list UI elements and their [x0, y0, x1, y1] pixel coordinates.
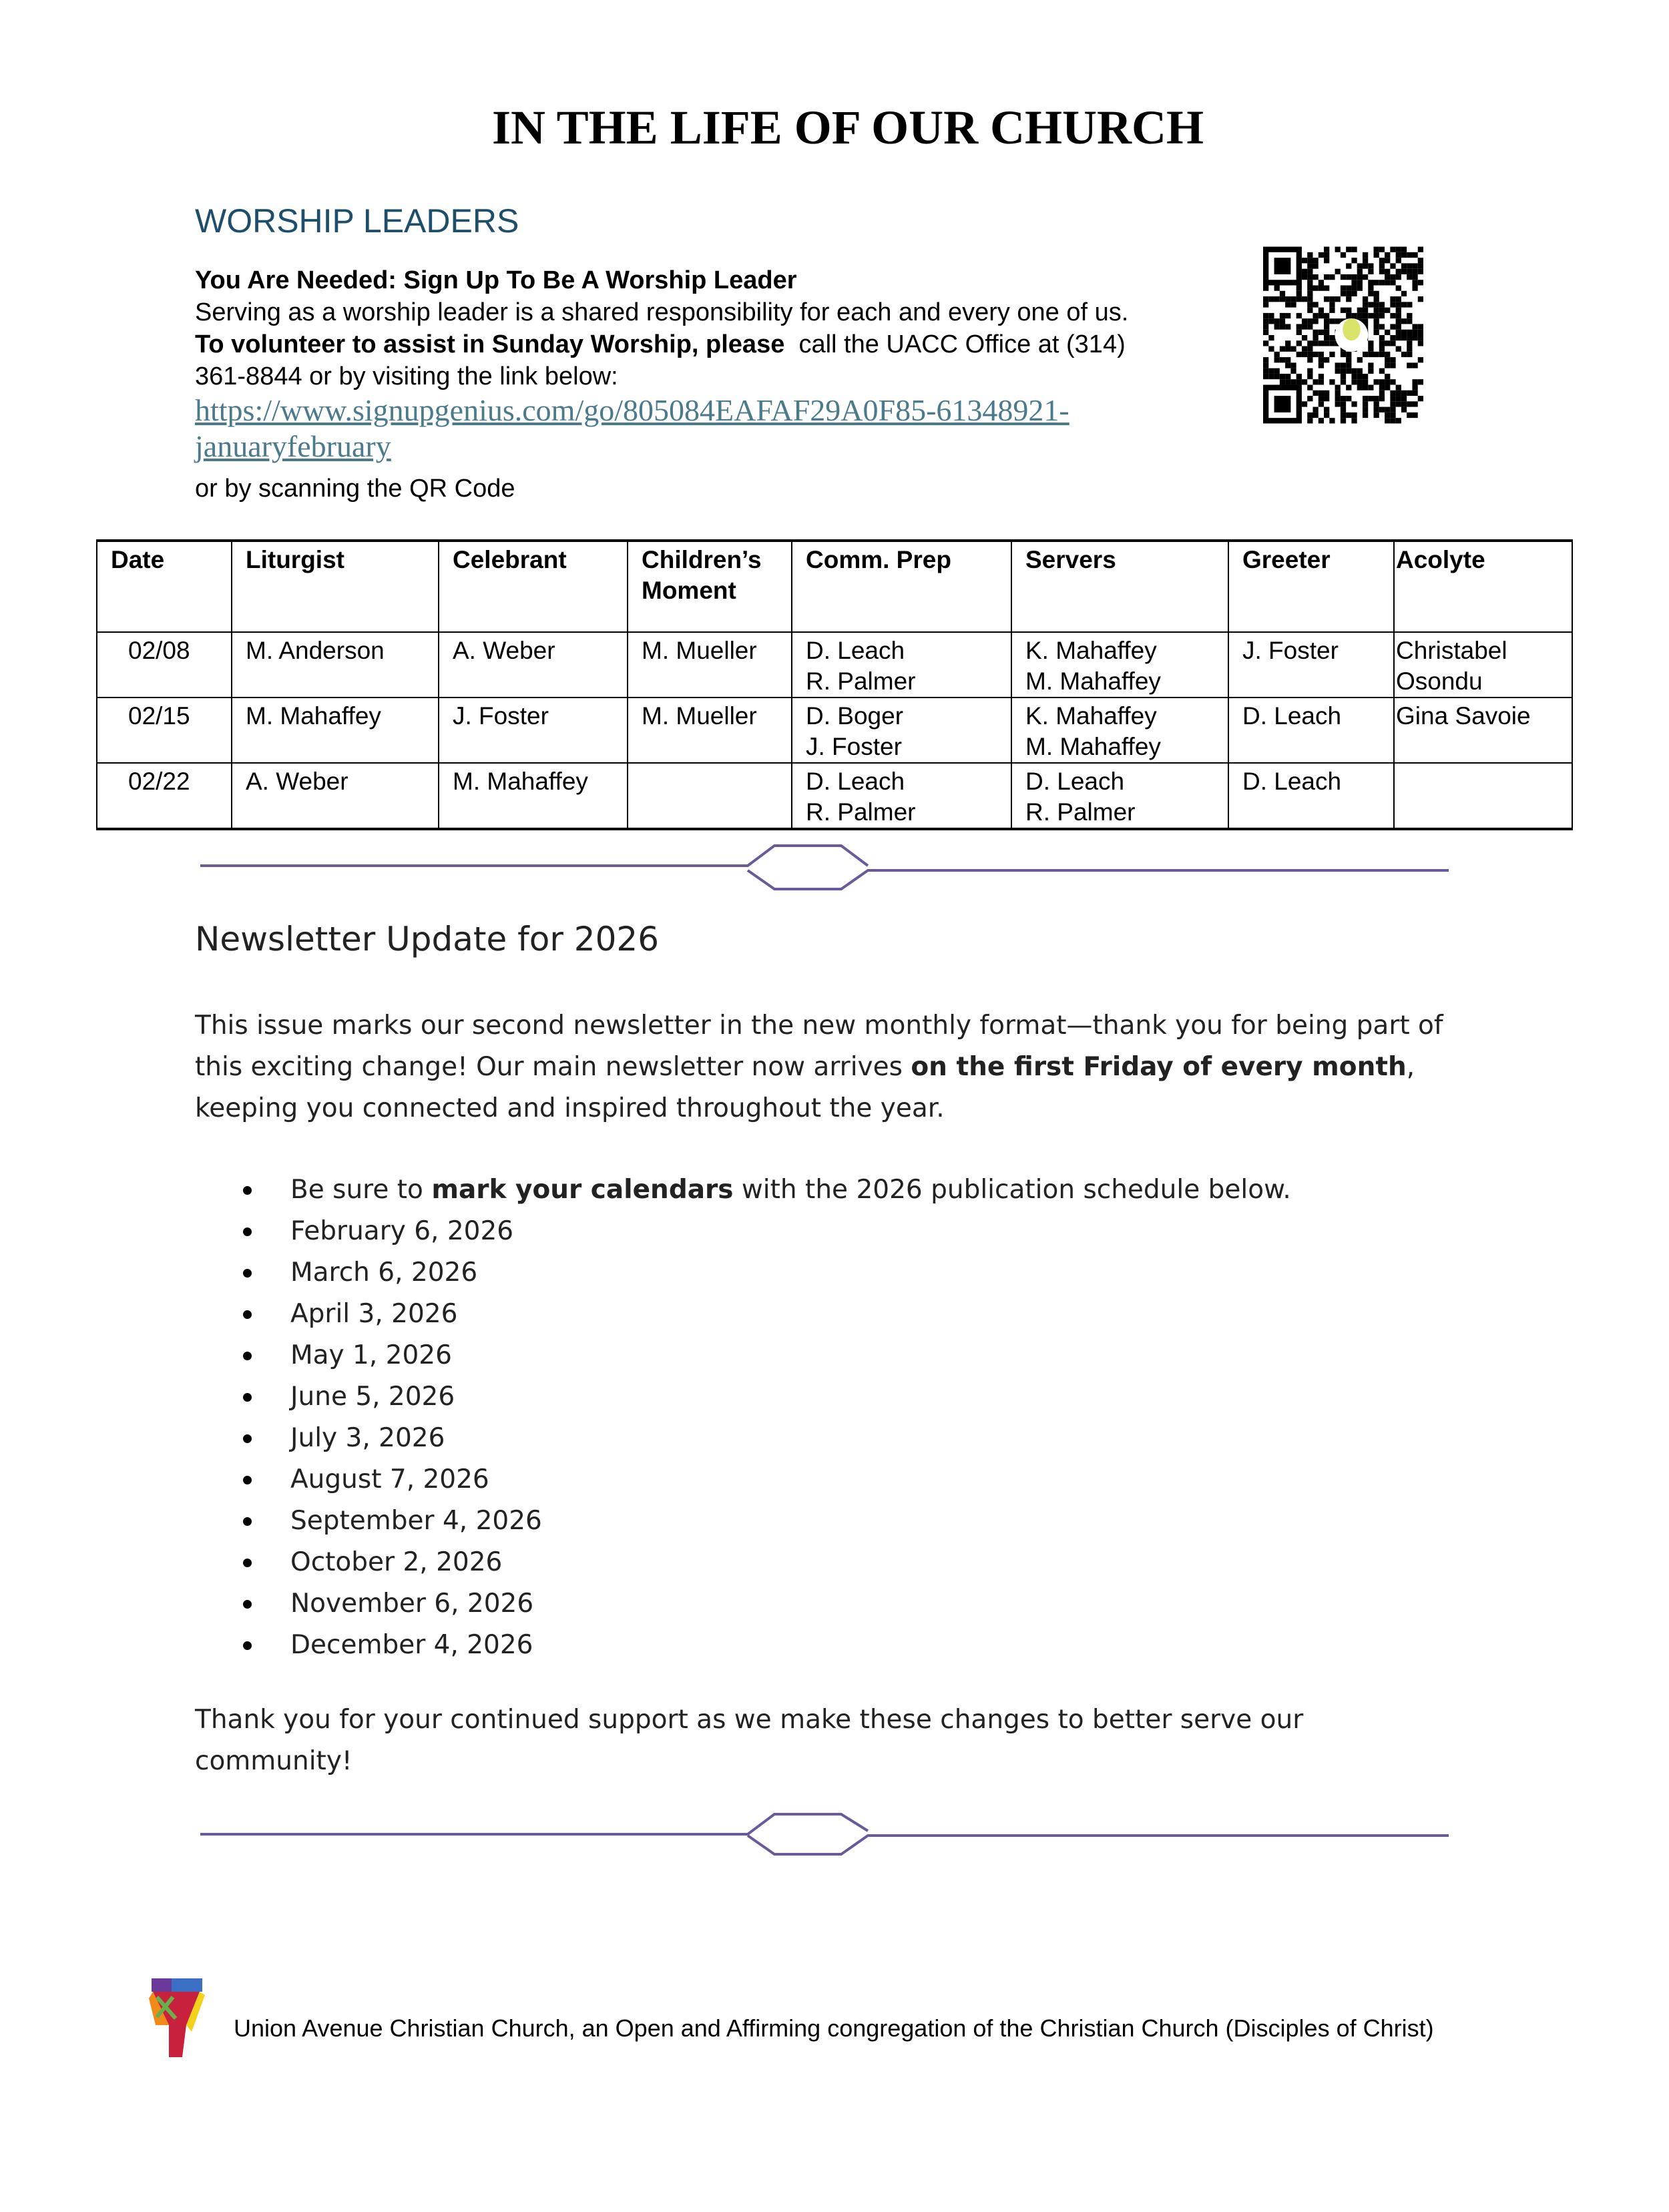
- cell-text: A. Weber: [453, 637, 555, 664]
- cell-text: D. Boger: [806, 702, 904, 730]
- table-row: [97, 763, 1572, 829]
- cell-text: Gina Savoie: [1396, 702, 1531, 730]
- phone-line: 361-8844 or by visiting the link below:: [195, 362, 618, 390]
- list-item: [240, 1583, 1291, 1625]
- table-cell-celebrant: [439, 763, 628, 829]
- cell-text: M. Mueller: [642, 637, 757, 664]
- table-cell-liturgist: [232, 763, 439, 829]
- col-servers: Servers: [1011, 541, 1228, 632]
- table-cell-childrens: [628, 698, 792, 763]
- signup-link[interactable]: https://www.signupgenius.com/go/805084EAFAF29A0F85-61348921-: [195, 393, 1069, 427]
- publication-date: August 7, 2026: [290, 1464, 489, 1494]
- list-text-end: with the 2026 publication schedule below.: [733, 1175, 1291, 1205]
- table-cell-date: [97, 763, 232, 829]
- table-cell-date: [97, 632, 232, 698]
- cell-text: 02/15: [128, 702, 190, 730]
- table-cell-acolyte: [1394, 763, 1572, 829]
- bullet-icon: [243, 1641, 252, 1650]
- cell-text: J. Foster: [806, 733, 902, 760]
- cell-text: Christabel Osondu: [1396, 637, 1507, 695]
- publication-date: December 4, 2026: [290, 1630, 533, 1660]
- cell-text: K. Mahaffey: [1025, 702, 1157, 730]
- table-cell-serv1: [1011, 698, 1228, 763]
- volunteer-line: [195, 328, 1126, 360]
- phone-text: call the UACC Office at (314): [784, 330, 1126, 358]
- list-item: [240, 1335, 1291, 1376]
- table-cell-liturgist: [232, 632, 439, 698]
- signup-subheading: You Are Needed: Sign Up To Be A Worship Leader: [195, 266, 797, 294]
- table-cell-liturgist: [232, 698, 439, 763]
- col-comm-prep: Comm. Prep: [792, 541, 1011, 632]
- table-cell-acolyte: [1394, 698, 1572, 763]
- cell-text: A. Weber: [246, 768, 348, 795]
- list-item: [240, 1169, 1291, 1211]
- publication-date: September 4, 2026: [290, 1506, 542, 1536]
- cell-text: R. Palmer: [1025, 798, 1136, 826]
- chalice-logo: [149, 1978, 205, 2057]
- table-cell-celebrant: [439, 698, 628, 763]
- list-bold: mark your calendars: [431, 1175, 734, 1205]
- page-title: IN THE LIFE OF OUR CHURCH: [491, 101, 1204, 154]
- col-acolyte: Acolyte: [1394, 541, 1572, 632]
- cell-text: R. Palmer: [806, 798, 916, 826]
- bullet-icon: [243, 1600, 252, 1609]
- signup-link-continued[interactable]: januaryfebruary: [195, 429, 391, 463]
- footer-text: Union Avenue Christian Church, an Open and Affirming congregation of the Christian Church (Disciples of Christ): [234, 2014, 1434, 2042]
- worship-leaders-heading: WORSHIP LEADERS: [195, 202, 519, 240]
- col-date: Date: [97, 541, 232, 632]
- cell-text: R. Palmer: [806, 667, 916, 695]
- cell-text: 02/22: [128, 768, 190, 795]
- bullet-icon: [243, 1186, 252, 1195]
- cell-text: 02/08: [128, 637, 190, 664]
- publication-date: March 6, 2026: [290, 1258, 478, 1288]
- table-cell-serv1: [1011, 763, 1228, 829]
- publication-date: November 6, 2026: [290, 1589, 534, 1619]
- table-cell-serv1: [1011, 632, 1228, 698]
- publication-date: April 3, 2026: [290, 1299, 458, 1329]
- worship-schedule-table: [96, 539, 1573, 830]
- col-celebrant: Celebrant: [439, 541, 628, 632]
- bullet-icon: [243, 1393, 252, 1402]
- bullet-icon: [243, 1434, 252, 1443]
- col-childrens-moment: Children’s Moment: [628, 541, 792, 632]
- list-item: [240, 1500, 1291, 1542]
- cell-text: D. Leach: [1242, 768, 1342, 795]
- table-cell-greeter: [1228, 698, 1394, 763]
- cell-text: M. Mahaffey: [1025, 733, 1161, 760]
- cell-text: M. Mahaffey: [453, 768, 588, 795]
- publication-schedule-list: [240, 1169, 1291, 1666]
- para-bold: on the first Friday of every month: [911, 1052, 1407, 1082]
- volunteer-bold: To volunteer to assist in Sunday Worship, please: [195, 330, 785, 358]
- table-cell-comm1: [792, 763, 1011, 829]
- cell-text: K. Mahaffey: [1025, 637, 1157, 664]
- bullet-icon: [243, 1227, 252, 1236]
- cell-text: M. Anderson: [246, 637, 385, 664]
- publication-date: May 1, 2026: [290, 1340, 452, 1370]
- closing-text: Thank you for your continued support as we make these changes to better serve our community!: [195, 1705, 1304, 1776]
- bullet-icon: [243, 1269, 252, 1278]
- table-cell-celebrant: [439, 632, 628, 698]
- table-cell-acolyte: [1394, 632, 1572, 698]
- publication-date: October 2, 2026: [290, 1547, 503, 1577]
- intro-line: Serving as a worship leader is a shared responsibility for each and every one of us.: [195, 298, 1129, 326]
- list-item: [240, 1294, 1291, 1335]
- newsletter-paragraph: [195, 1005, 1463, 1129]
- list-item: [240, 1418, 1291, 1459]
- list-text: Be sure to: [290, 1175, 432, 1205]
- publication-date: June 5, 2026: [290, 1382, 455, 1412]
- newsletter-heading: Newsletter Update for 2026: [195, 920, 660, 958]
- table-row: [97, 698, 1572, 763]
- table-cell-greeter: [1228, 632, 1394, 698]
- publication-date: July 3, 2026: [290, 1423, 445, 1453]
- list-item: [240, 1376, 1291, 1418]
- cell-text: D. Leach: [806, 637, 905, 664]
- para-text: This issue marks our second newsletter in the new monthly format—thank you for being part of this exciting change! Our main newsletter now arrives: [195, 1011, 1443, 1082]
- bullet-icon: [243, 1517, 252, 1526]
- publication-date: February 6, 2026: [290, 1216, 514, 1246]
- table-cell-comm1: [792, 632, 1011, 698]
- cell-text: J. Foster: [453, 702, 549, 730]
- cell-text: D. Leach: [1242, 702, 1342, 730]
- qr-instruction: or by scanning the QR Code: [195, 475, 515, 503]
- table-cell-childrens: [628, 632, 792, 698]
- table-cell-date: [97, 698, 232, 763]
- table-cell-comm1: [792, 698, 1011, 763]
- list-item: [240, 1459, 1291, 1500]
- col-greeter: Greeter: [1228, 541, 1394, 632]
- col-liturgist: Liturgist: [232, 541, 439, 632]
- cell-text: M. Mueller: [642, 702, 757, 730]
- cell-text: D. Leach: [1025, 768, 1125, 795]
- table-row: [97, 632, 1572, 698]
- bullet-icon: [243, 1310, 252, 1319]
- section-divider: [200, 1808, 1449, 1861]
- cell-text: M. Mahaffey: [1025, 667, 1161, 695]
- list-item: [240, 1625, 1291, 1666]
- table-header-row: [97, 541, 1572, 632]
- cell-text: D. Leach: [806, 768, 905, 795]
- bullet-icon: [243, 1476, 252, 1484]
- cell-text: M. Mahaffey: [246, 702, 381, 730]
- table-cell-greeter: [1228, 763, 1394, 829]
- list-item: [240, 1211, 1291, 1252]
- list-item: [240, 1252, 1291, 1294]
- qr-code-icon[interactable]: [1263, 246, 1423, 424]
- bullet-icon: [243, 1352, 252, 1360]
- section-divider: [200, 842, 1449, 896]
- table-cell-childrens: [628, 763, 792, 829]
- bullet-icon: [243, 1559, 252, 1567]
- para-text-end: , keeping you connected and inspired throughout the year.: [195, 1052, 1415, 1123]
- cell-text: J. Foster: [1242, 637, 1339, 664]
- list-item: [240, 1542, 1291, 1583]
